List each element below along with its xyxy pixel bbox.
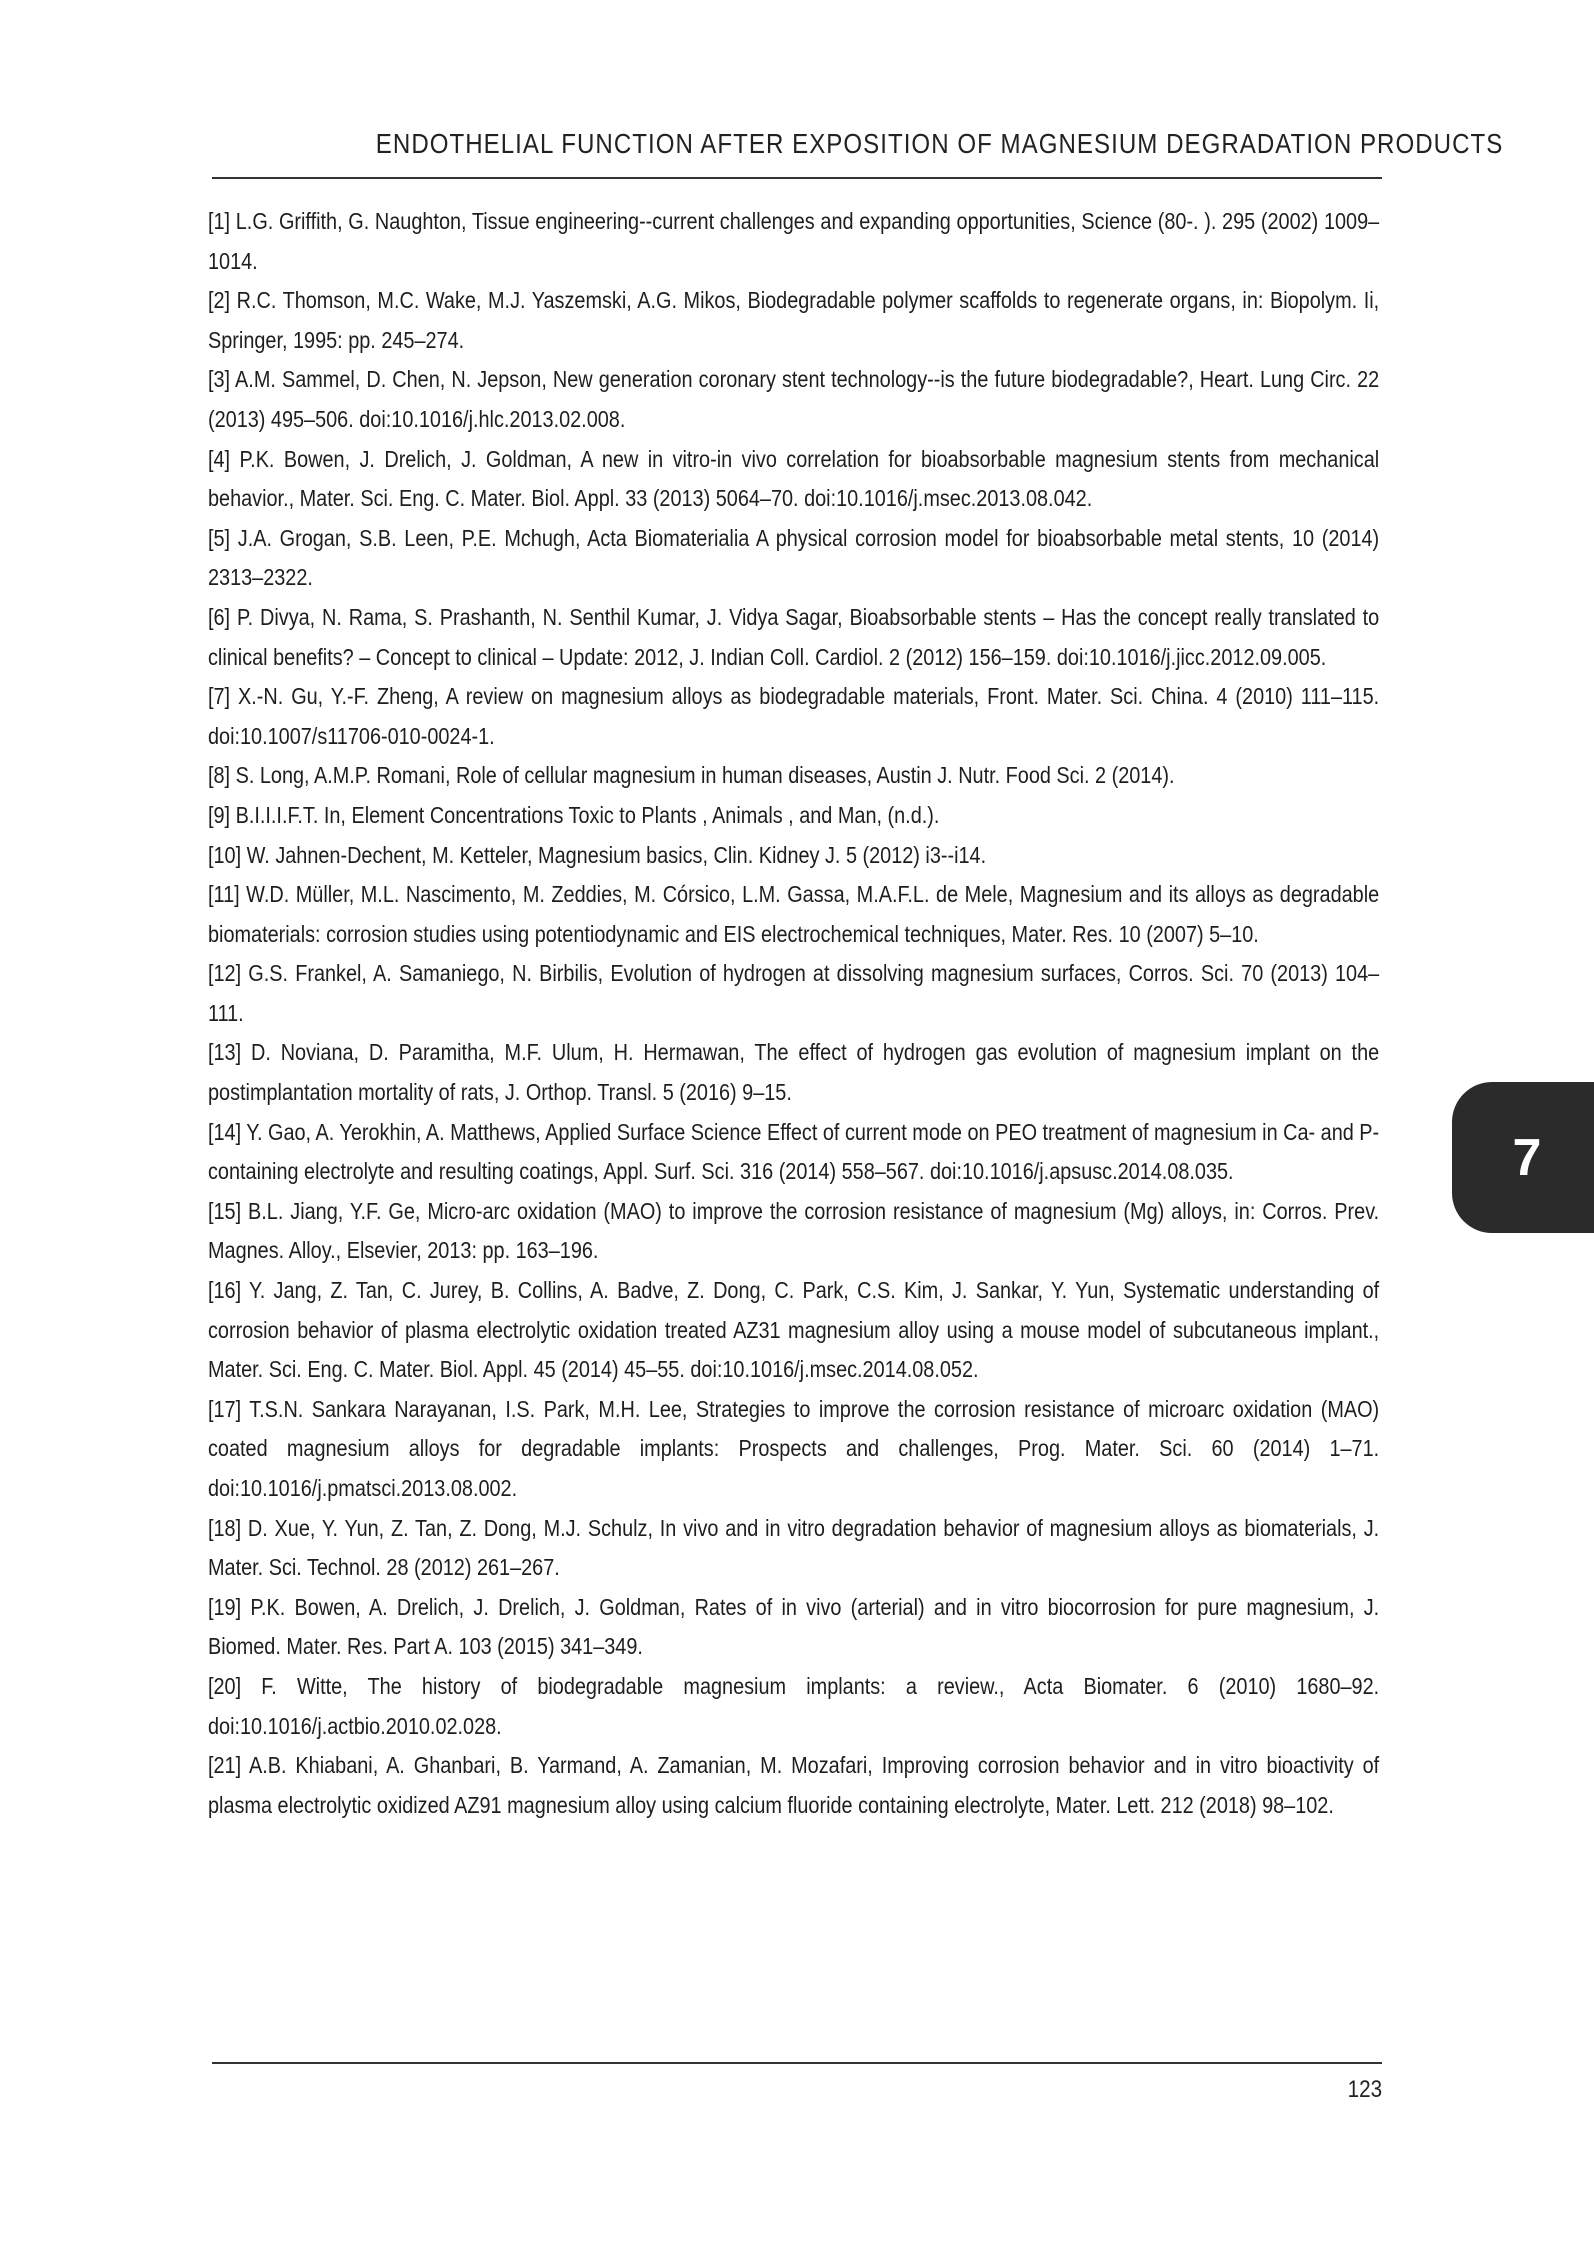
reference-item: [2] R.C. Thomson, M.C. Wake, M.J. Yaszemski, A.G. Mikos, Biodegradable polymer scaffolds to regenerate organs, in: Biopolym. Ii, Springer, 1995: pp. 245–274. [208, 287, 1380, 353]
page-number: 123 [1347, 2076, 1382, 2103]
running-header: ENDOTHELIAL FUNCTION AFTER EXPOSITION OF MAGNESIUM DEGRADATION PRODUCTS [375, 128, 1504, 159]
reference-item: [16] Y. Jang, Z. Tan, C. Jurey, B. Collins, A. Badve, Z. Dong, C. Park, C.S. Kim, J. Sankar, Y. Yun, Systematic understanding of corrosion behavior of plasma electrolytic oxidation treated AZ31 magnesium alloy using a mouse model of subcutaneous implant., Mater. Sci. Eng. C. Mater. Biol. Appl. 45 (2014) 45–55. doi:10.1016/j.msec.2014.08.052. [208, 1277, 1380, 1383]
reference-item: [8] S. Long, A.M.P. Romani, Role of cellular magnesium in human diseases, Austin J. Nutr. Food Sci. 2 (2014). [208, 762, 1175, 789]
reference-item: [13] D. Noviana, D. Paramitha, M.F. Ulum, H. Hermawan, The effect of hydrogen gas evolution of magnesium implant on the postimplantation mortality of rats, J. Orthop. Transl. 5 (2016) 9–15. [208, 1039, 1380, 1106]
reference-item: [3] A.M. Sammel, D. Chen, N. Jepson, New generation coronary stent technology--is the future biodegradable?, Heart. Lung Circ. 22 (2013) 495–506. doi:10.1016/j.hlc.2013.02.008. [208, 366, 1380, 432]
reference-item: [4] P.K. Bowen, J. Drelich, J. Goldman, A new in vitro-in vivo correlation for bioabsorbable magnesium stents from mechanical behavior., Mater. Sci. Eng. C. Mater. Biol. Appl. 33 (2013) 5064–70. doi:10.1016/j.msec.2013.08.042. [208, 445, 1380, 512]
reference-item: [17] T.S.N. Sankara Narayanan, I.S. Park, M.H. Lee, Strategies to improve the corrosion resistance of microarc oxidation (MAO) coated magnesium alloys for degradable implants: Prospects and challenges, Prog. Mater. Sci. 60 (2014) 1–71. doi:10.1016/j.pmatsci.2013.08.002. [208, 1395, 1380, 1501]
chapter-tab [1452, 1082, 1594, 1233]
reference-item: [7] X.-N. Gu, Y.-F. Zheng, A review on magnesium alloys as biodegradable materials, Front. Mater. Sci. China. 4 (2010) 111–115. doi:10.1007/s11706-010-0024-1. [208, 683, 1380, 749]
reference-item: [18] D. Xue, Y. Yun, Z. Tan, Z. Dong, M.J. Schulz, In vivo and in vitro degradation behavior of magnesium alloys as biomaterials, J. Mater. Sci. Technol. 28 (2012) 261–267. [208, 1514, 1380, 1581]
header-divider [212, 177, 1382, 179]
reference-list [208, 202, 1379, 1825]
reference-item: [6] P. Divya, N. Rama, S. Prashanth, N. Senthil Kumar, J. Vidya Sagar, Bioabsorbable stents – Has the concept really translated to clinical benefits? – Concept to clinical – Update: 2012, J. Indian Coll. Cardiol. 2 (2012) 156–159. doi:10.1016/j.jicc.2012.09.005. [208, 603, 1380, 670]
footer-divider [212, 2062, 1382, 2064]
reference-item: [14] Y. Gao, A. Yerokhin, A. Matthews, Applied Surface Science Effect of current mode on PEO treatment of magnesium in Ca- and P-containing electrolyte and resulting coatings, Appl. Surf. Sci. 316 (2014) 558–567. doi:10.1016/j.apsusc.2014.08.035. [208, 1118, 1380, 1185]
reference-item: [15] B.L. Jiang, Y.F. Ge, Micro-arc oxidation (MAO) to improve the corrosion resistance of magnesium (Mg) alloys, in: Corros. Prev. Magnes. Alloy., Elsevier, 2013: pp. 163–196. [208, 1197, 1380, 1264]
reference-item: [21] A.B. Khiabani, A. Ghanbari, B. Yarmand, A. Zamanian, M. Mozafari, Improving corrosion behavior and in vitro bioactivity of plasma electrolytic oxidized AZ91 magnesium alloy using calcium fluoride containing electrolyte, Mater. Lett. 212 (2018) 98–102. [208, 1752, 1380, 1818]
reference-item: [19] P.K. Bowen, A. Drelich, J. Drelich, J. Goldman, Rates of in vivo (arterial) and in vitro biocorrosion for pure magnesium, J. Biomed. Mater. Res. Part A. 103 (2015) 341–349. [208, 1593, 1380, 1660]
reference-item: [20] F. Witte, The history of biodegradable magnesium implants: a review., Acta Biomater. 6 (2010) 1680–92. doi:10.1016/j.actbio.2010.02.028. [208, 1672, 1380, 1739]
reference-item: [11] W.D. Müller, M.L. Nascimento, M. Zeddies, M. Córsico, L.M. Gassa, M.A.F.L. de Mele, Magnesium and its alloys as degradable biomaterials: corrosion studies using potentiodynamic and EIS electrochemical techniques, Mater. Res. 10 (2007) 5–10. [208, 881, 1380, 947]
reference-item: [5] J.A. Grogan, S.B. Leen, P.E. Mchugh, Acta Biomaterialia A physical corrosion model for bioabsorbable metal stents, 10 (2014) 2313–2322. [208, 524, 1380, 591]
reference-item: [12] G.S. Frankel, A. Samaniego, N. Birbilis, Evolution of hydrogen at dissolving magnesium surfaces, Corros. Sci. 70 (2013) 104–111. [208, 960, 1380, 1026]
reference-item: [10] W. Jahnen-Dechent, M. Ketteler, Magnesium basics, Clin. Kidney J. 5 (2012) i3--i14. [208, 841, 987, 868]
reference-item: [9] B.I.I.I.F.T. In, Element Concentrations Toxic to Plants , Animals , and Man, (n.d.). [208, 801, 940, 828]
reference-item: [1] L.G. Griffith, G. Naughton, Tissue engineering--current challenges and expanding opportunities, Science (80-. ). 295 (2002) 1009–1014. [208, 208, 1380, 274]
chapter-number: 7 [1512, 1128, 1542, 1187]
